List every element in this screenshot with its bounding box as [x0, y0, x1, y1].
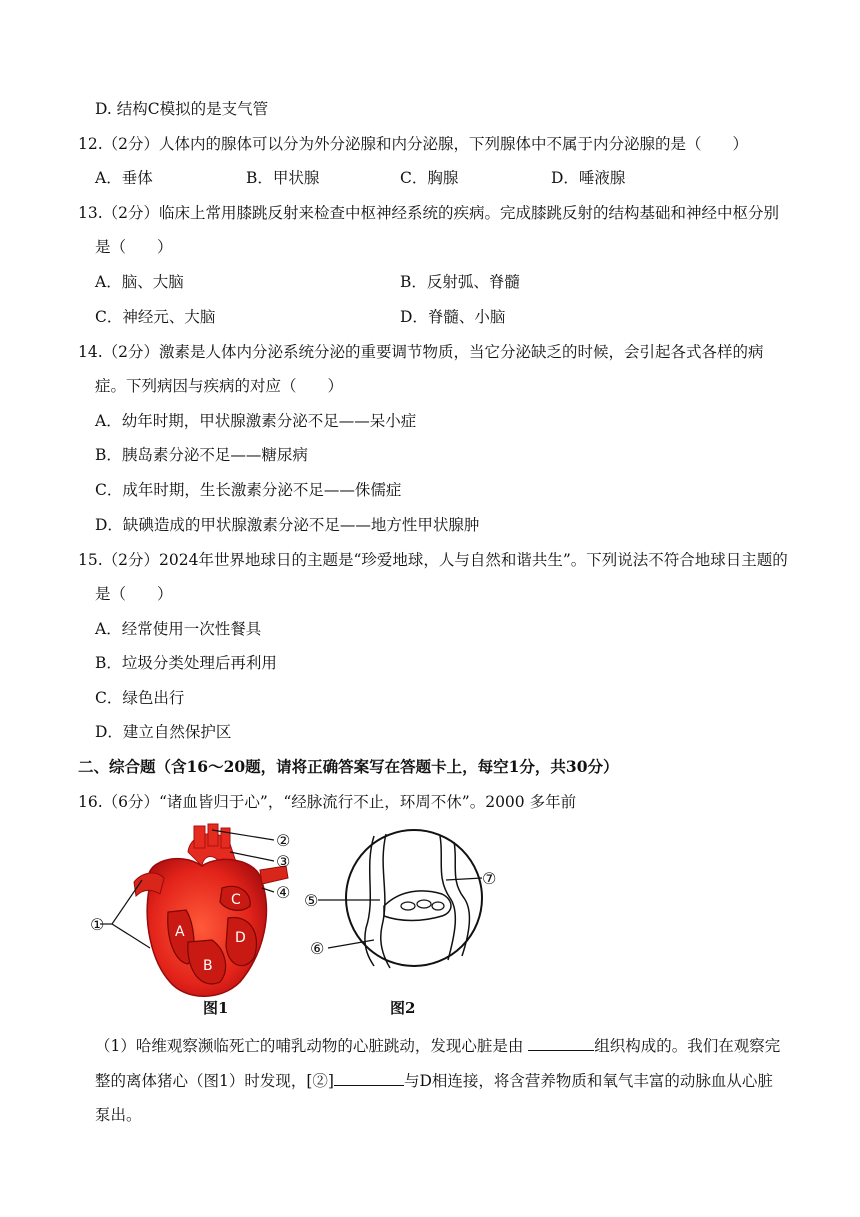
question-15-stem-line2: 是（ ） [95, 585, 173, 603]
question-14-option-a: A．幼年时期，甲状腺激素分泌不足——呆小症 [95, 412, 417, 430]
figure-2-caption: 图2 [390, 999, 416, 1017]
question-13-option-c: C．神经元、大脑 [95, 308, 216, 326]
question-12-option-c: C．胸腺 [400, 169, 459, 187]
question-12-option-b: B．甲状腺 [246, 169, 320, 187]
heart-label-4: ④ [276, 883, 291, 902]
section-2-heading: 二、综合题（含16～20题，请将正确答案写在答题卡上，每空1分，共30分） [78, 757, 619, 776]
question-15-option-a: A．经常使用一次性餐具 [95, 620, 262, 638]
heart-label-1: ① [90, 915, 105, 934]
answer-blank-2[interactable] [334, 1069, 404, 1086]
question-13-stem-line2: 是（ ） [95, 238, 173, 256]
part1-text-b: 组织构成的。我们在观察完 [594, 1037, 781, 1055]
question-14-stem-line2: 症。下列病因与疾病的对应（ ） [95, 377, 344, 395]
question-15-option-b: B．垃圾分类处理后再利用 [95, 654, 277, 672]
heart-label-2: ② [276, 831, 291, 850]
question-15-option-c: C．绿色出行 [95, 689, 185, 707]
question-14-option-c: C．成年时期，生长激素分泌不足——侏儒症 [95, 481, 402, 499]
capillary-label-6: ⑥ [310, 939, 325, 958]
question-13-option-b: B．反射弧、脊髓 [400, 273, 520, 291]
question-15-stem-line1: 15.（2分）2024年世界地球日的主题是“珍爱地球，人与自然和谐共生”。下列说法不符合地球日主题的 [78, 551, 788, 569]
part1-text-c: 整的离体猪心（图1）时发现，[②] [95, 1072, 334, 1090]
part1-text-d: 与D相连接，将含营养物质和氧气丰富的动脉血从心脏 [403, 1072, 773, 1090]
chamber-label-a: A [175, 924, 185, 940]
question-11-option-d: D. 结构C模拟的是支气管 [95, 100, 269, 118]
figure-1-caption: 图1 [203, 999, 229, 1017]
heart-figure [90, 822, 305, 1007]
chamber-label-b: B [203, 958, 213, 974]
question-14-option-d: D．缺碘造成的甲状腺激素分泌不足——地方性甲状腺肿 [95, 516, 480, 534]
question-12-option-d: D．唾液腺 [551, 169, 626, 187]
heart-label-3: ③ [276, 852, 291, 871]
question-12-option-a: A．垂体 [95, 169, 153, 187]
question-15-option-d: D．建立自然保护区 [95, 723, 232, 741]
question-16-stem: 16.（6分）“诸血皆归于心”，“经脉流行不止，环周不休”。2000 多年前 [78, 793, 577, 811]
question-13-stem-line1: 13.（2分）临床上常用膝跳反射来检查中枢神经系统的疾病。完成膝跳反射的结构基础和神经中枢分别 [78, 204, 780, 222]
capillary-label-5: ⑤ [304, 891, 319, 910]
question-16-part1-line3: 泵出。 [95, 1106, 142, 1124]
question-13-option-a: A．脑、大脑 [95, 273, 184, 291]
question-16-part1-line1 [95, 1034, 780, 1057]
chamber-label-d: D [235, 930, 246, 946]
chamber-label-c: C [231, 892, 241, 908]
answer-blank-1[interactable] [528, 1034, 594, 1051]
question-12-stem: 12.（2分）人体内的腺体可以分为外分泌腺和内分泌腺，下列腺体中不属于内分泌腺的是（ ） [78, 135, 749, 153]
capillary-label-7: ⑦ [482, 869, 497, 888]
question-14-option-b: B．胰岛素分泌不足——糖尿病 [95, 446, 308, 464]
part1-text-a: （1）哈维观察濒临死亡的哺乳动物的心脏跳动，发现心脏是由 [95, 1037, 529, 1055]
question-14-stem-line1: 14.（2分）激素是人体内分泌系统分泌的重要调节物质，当它分泌缺乏的时候，会引起各式各样的病 [78, 343, 764, 361]
question-16-part1-line2 [95, 1069, 773, 1092]
question-13-option-d: D．脊髓、小脑 [400, 308, 506, 326]
capillary-figure [304, 828, 504, 978]
